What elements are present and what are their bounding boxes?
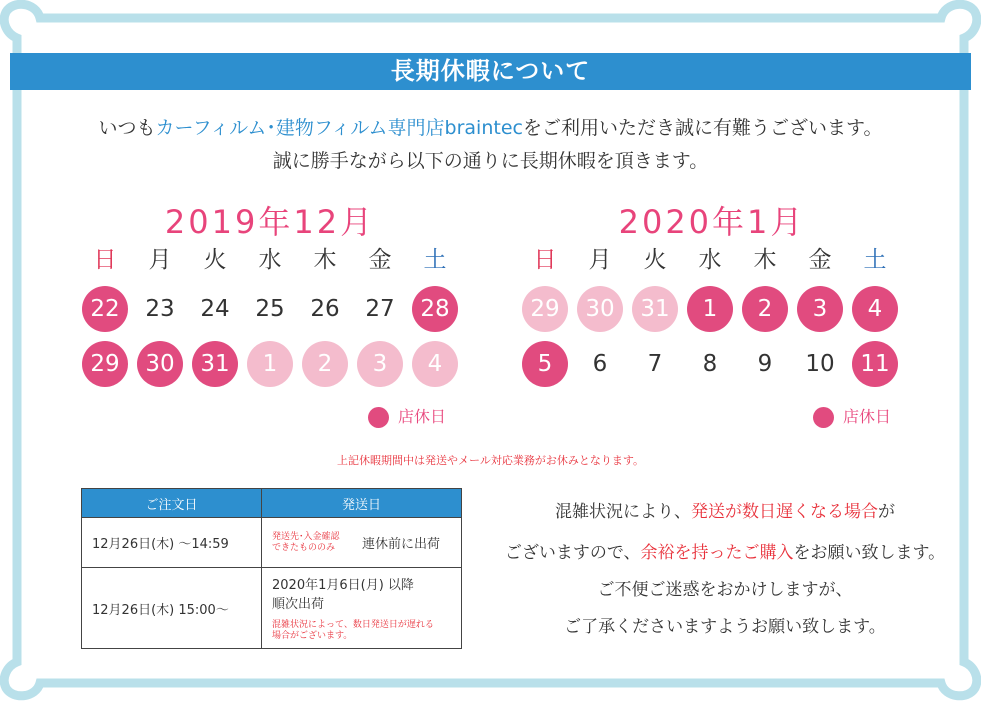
calendar-title: 2019年12月 — [164, 203, 376, 241]
header-ship-date: 発送日 — [262, 489, 462, 518]
holiday-dot-icon — [368, 407, 389, 428]
calendar-day: 25 — [255, 296, 285, 322]
calendar-day: 27 — [365, 296, 395, 322]
calendar-day: 6 — [592, 351, 608, 377]
calendar-day: 2 — [302, 341, 348, 387]
calendar-day: 8 — [702, 351, 718, 377]
ship-date-cell — [262, 518, 462, 568]
weekday-label: 木 — [313, 247, 337, 273]
calendar-day: 24 — [200, 296, 230, 322]
calendar-title: 2020年1月 — [618, 203, 806, 241]
calendar-day: 31 — [632, 286, 678, 332]
notice-line-3: ご不便ご迷惑をおかけしますが、 — [597, 580, 853, 600]
calendar-day: 1 — [247, 341, 293, 387]
weekday-label: 水 — [258, 247, 282, 273]
weekday-label: 土 — [423, 247, 447, 273]
notice-highlight: 余裕を持ったご購入 — [640, 543, 794, 563]
legend-label: 店休日 — [843, 407, 892, 426]
calendar-day: 26 — [310, 296, 340, 322]
calendar-day: 4 — [412, 341, 458, 387]
calendar-day: 2 — [742, 286, 788, 332]
weekday-label: 火 — [643, 247, 667, 273]
table-row — [82, 518, 462, 568]
table-row — [82, 568, 462, 649]
store-name: カーフィルム･建物フィルム専門店braintec — [155, 117, 523, 139]
calendar-day: 11 — [852, 341, 898, 387]
weekday-label: 土 — [863, 247, 887, 273]
delay-note: 混雑状況によって、数日発送日が遅れる 場合がございます。 — [272, 620, 434, 641]
calendar-day: 30 — [137, 341, 183, 387]
weekday-label: 日 — [93, 247, 117, 273]
weekday-label: 水 — [698, 247, 722, 273]
intro-text-pre: いつも — [98, 117, 156, 139]
title-banner — [10, 53, 971, 90]
shipping-table — [81, 488, 462, 649]
intro-text-post: をご利用いただき誠に有難うございます。 — [522, 117, 883, 139]
calendar-day: 5 — [522, 341, 568, 387]
notice-highlight: 発送が数日遅くなる場合 — [691, 502, 878, 522]
notice-line-2: ございますので、余裕を持ったご購入をお願い致します。 — [504, 543, 946, 563]
order-date-cell: 12月26日(木) 15:00〜 — [82, 568, 262, 649]
calendar-day: 7 — [647, 351, 663, 377]
weekday-label: 金 — [368, 247, 392, 273]
legend-label: 店休日 — [398, 407, 447, 426]
order-date-cell: 12月26日(木) 〜14:59 — [82, 518, 262, 568]
notice-line-1: 混雑状況により、発送が数日遅くなる場合が — [555, 502, 895, 522]
calendar-day: 9 — [757, 351, 773, 377]
weekday-label: 金 — [808, 247, 832, 273]
weekday-label: 月 — [148, 247, 172, 273]
calendar-day: 3 — [357, 341, 403, 387]
ship-date-text: 順次出荷 — [272, 597, 325, 612]
calendar-day: 23 — [145, 296, 175, 322]
ship-date-cell — [262, 568, 462, 649]
ship-date-text: 連休前に出荷 — [362, 537, 441, 552]
calendar-day: 4 — [852, 286, 898, 332]
notice-line-4: ご了承くださいますようお願い致します。 — [564, 617, 886, 637]
calendar-day: 1 — [687, 286, 733, 332]
intro-line-1 — [0, 113, 981, 140]
calendar-day: 29 — [522, 286, 568, 332]
header-order-date: ご注文日 — [82, 489, 262, 518]
weekday-label: 月 — [588, 247, 612, 273]
calendar-day: 29 — [82, 341, 128, 387]
holiday-dot-icon — [813, 407, 834, 428]
calendar-day: 31 — [192, 341, 238, 387]
calendar-day: 3 — [797, 286, 843, 332]
weekday-label: 日 — [533, 247, 557, 273]
ship-date-text: 2020年1月6日(月) 以降 — [272, 578, 414, 593]
page-title: 長期休暇について — [390, 57, 591, 85]
holiday-note: 上記休暇期間中は発送やメール対応業務がお休みとなります。 — [337, 454, 644, 467]
calendar-day: 22 — [82, 286, 128, 332]
weekday-label: 木 — [753, 247, 777, 273]
calendar-day: 30 — [577, 286, 623, 332]
intro-line-2: 誠に勝手ながら以下の通りに長期休暇を頂きます。 — [272, 150, 709, 172]
weekday-label: 火 — [203, 247, 227, 273]
calendar-day: 28 — [412, 286, 458, 332]
ship-condition-note: 発送先･入金確認 できたもののみ — [272, 531, 340, 553]
calendar-day: 10 — [805, 351, 835, 377]
